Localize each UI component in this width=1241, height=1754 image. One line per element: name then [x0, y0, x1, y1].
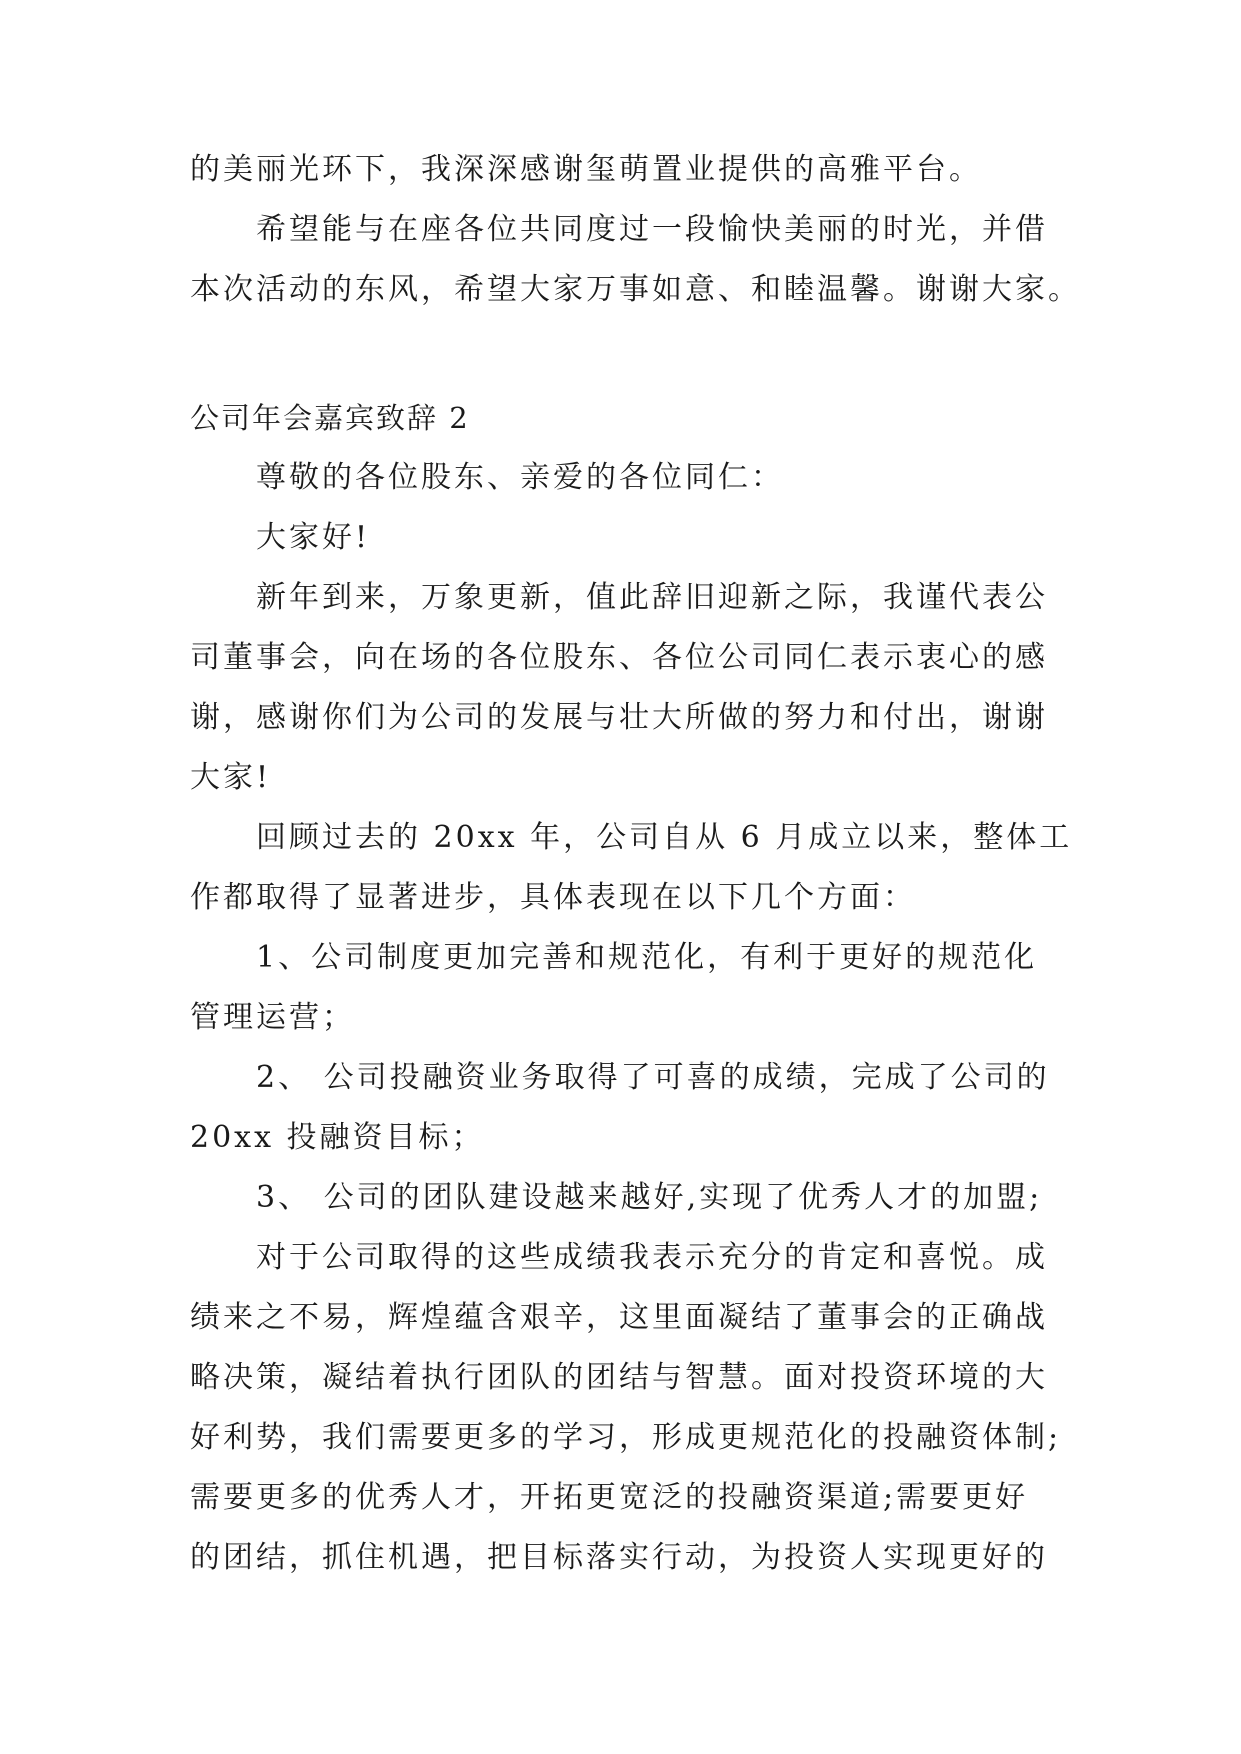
- body-line: 希望能与在座各位共同度过一段愉快美丽的时光，并借: [256, 212, 1048, 247]
- greeting-line: 大家好!: [256, 520, 371, 555]
- text-block-main: [190, 448, 1073, 1588]
- body-line: 的团结，抓住机遇，把目标落实行动，为投资人实现更好的: [190, 1540, 1048, 1575]
- salutation-line: 尊敬的各位股东、亲爱的各位同仁：: [256, 460, 784, 495]
- list-item-line: 1、公司制度更加完善和规范化，有利于更好的规范化: [256, 940, 1038, 975]
- body-line: 绩来之不易，辉煌蕴含艰辛，这里面凝结了董事会的正确战: [190, 1300, 1048, 1335]
- body-line: 略决策，凝结着执行团队的团结与智慧。面对投资环境的大: [190, 1360, 1048, 1395]
- list-item-line: 2、 公司投融资业务取得了可喜的成绩，完成了公司的: [256, 1060, 1050, 1095]
- body-line: 好利势，我们需要更多的学习，形成更规范化的投融资体制;: [190, 1420, 1062, 1455]
- body-line: 作都取得了显著进步，具体表现在以下几个方面：: [190, 880, 916, 915]
- list-item-line: 20xx 投融资目标；: [190, 1120, 485, 1155]
- heading-text: 公司年会嘉宾致辞 2: [190, 401, 470, 435]
- body-line: 需要更多的优秀人才，开拓更宽泛的投融资渠道;需要更好: [190, 1480, 1029, 1515]
- list-item-line: 管理运营；: [190, 1000, 355, 1035]
- body-line: 司董事会，向在场的各位股东、各位公司同仁表示衷心的感: [190, 640, 1048, 675]
- body-line: 的美丽光环下，我深深感谢玺萌置业提供的高雅平台。: [190, 152, 982, 187]
- body-line: 大家!: [190, 760, 272, 795]
- body-line: 谢，感谢你们为公司的发展与壮大所做的努力和付出，谢谢: [190, 700, 1048, 735]
- body-line: 对于公司取得的这些成绩我表示充分的肯定和喜悦。成: [256, 1240, 1048, 1275]
- body-line: 本次活动的东风，希望大家万事如意、和睦温馨。谢谢大家。: [190, 272, 1081, 307]
- body-line: 回顾过去的 20xx 年，公司自从 6 月成立以来，整体工: [256, 820, 1073, 855]
- list-item-line: 3、 公司的团队建设越来越好,实现了优秀人才的加盟;: [256, 1180, 1043, 1215]
- body-line: 新年到来，万象更新，值此辞旧迎新之际，我谨代表公: [256, 580, 1048, 615]
- section-heading: [190, 388, 1050, 448]
- text-block-top: [190, 140, 1081, 320]
